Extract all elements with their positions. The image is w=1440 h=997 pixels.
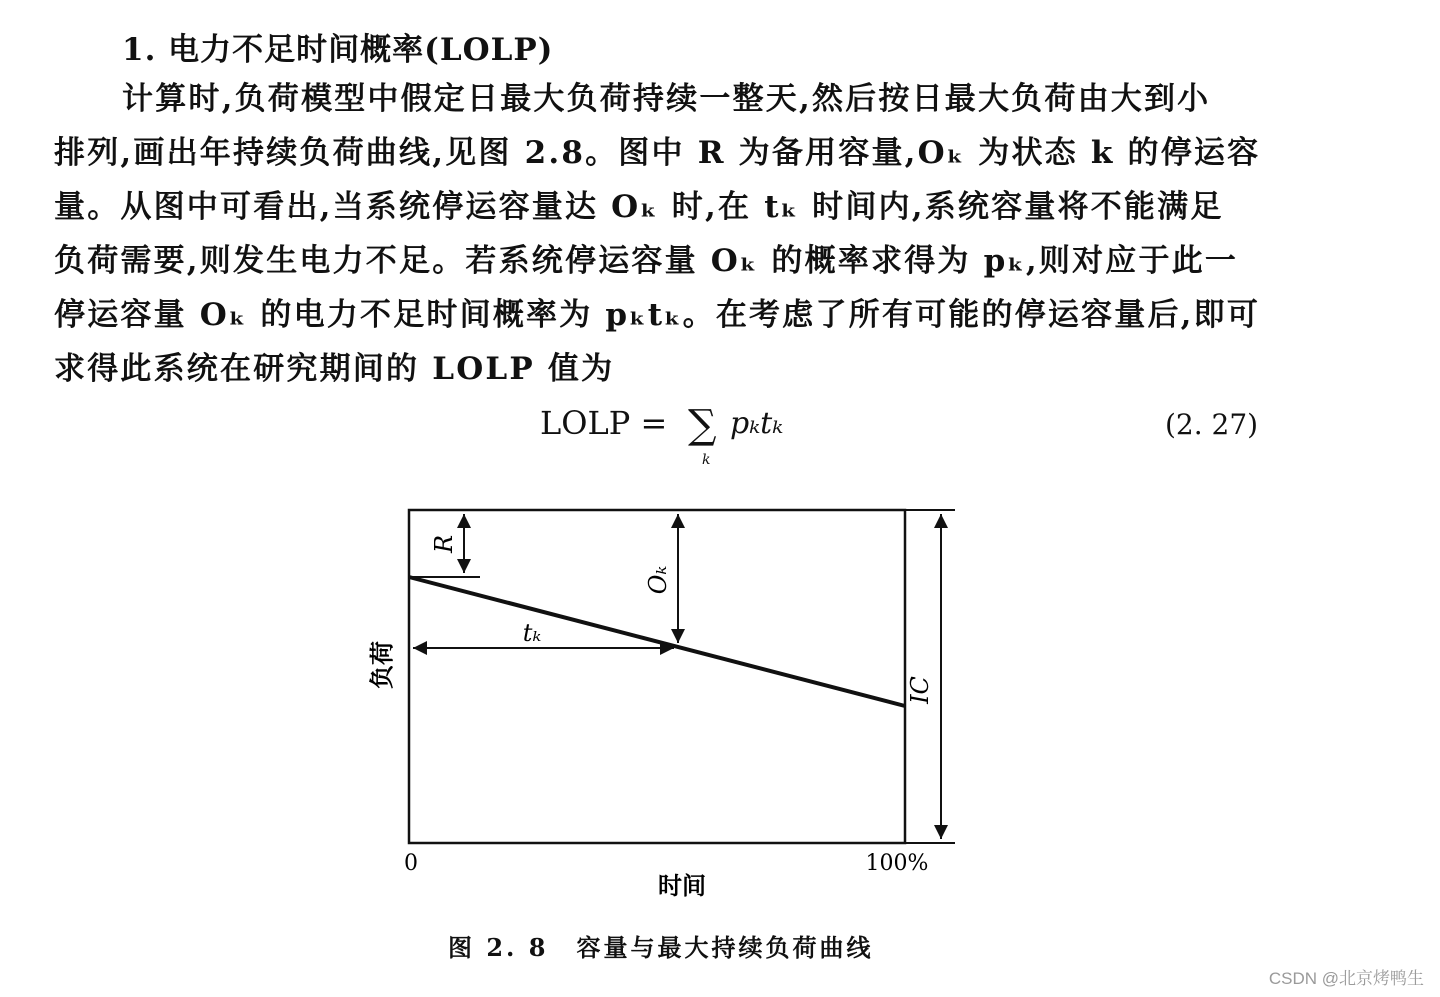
summation-index: k [702, 452, 711, 468]
equation-terms: pₖtₖ [730, 406, 784, 441]
paragraph-line: 负荷需要,则发生电力不足。若系统停运容量 Oₖ 的概率求得为 pₖ,则对应于此一 [54, 243, 1239, 279]
time-k-label: tₖ [522, 619, 542, 647]
x-start-label: 0 [404, 851, 418, 876]
section-heading: 1. 电力不足时间概率(LOLP) [122, 32, 554, 68]
x-end-label: 100% [865, 851, 929, 876]
paragraph-line: 量。从图中可看出,当系统停运容量达 Oₖ 时,在 tₖ 时间内,系统容量将不能满足 [54, 189, 1224, 225]
paragraph-line: 停运容量 Oₖ 的电力不足时间概率为 pₖtₖ。在考虑了所有可能的停运容量后,即可 [54, 297, 1261, 333]
paragraph-line: 排列,画出年持续负荷曲线,见图 2.8。图中 R 为备用容量,Oₖ 为状态 k 的停运容 [54, 135, 1261, 171]
caption-title: 容量与最大持续负荷曲线 [576, 933, 874, 962]
load-axis-label: 负荷 [367, 641, 396, 689]
capacity-label: IC [906, 676, 934, 704]
paragraph-line: 计算时,负荷模型中假定日最大负荷持续一整天,然后按日最大负荷由大到小 [122, 81, 1211, 117]
load-duration-curve [409, 577, 905, 706]
x-axis-label: 时间 [658, 871, 706, 900]
outage-label: Oₖ [644, 565, 672, 595]
figure-caption [448, 928, 873, 963]
caption-number: 图 2. 8 [448, 933, 549, 962]
paragraph-line: 求得此系统在研究期间的 LOLP 值为 [54, 351, 615, 387]
reserve-label: R [430, 534, 458, 554]
equation-number: (2. 27) [1165, 408, 1259, 441]
equation-lhs: LOLP = [540, 404, 668, 442]
figure-frame [409, 510, 905, 843]
summation-symbol: ∑ [688, 402, 717, 448]
watermark: CSDN @北京烤鸭生 [1268, 969, 1424, 988]
